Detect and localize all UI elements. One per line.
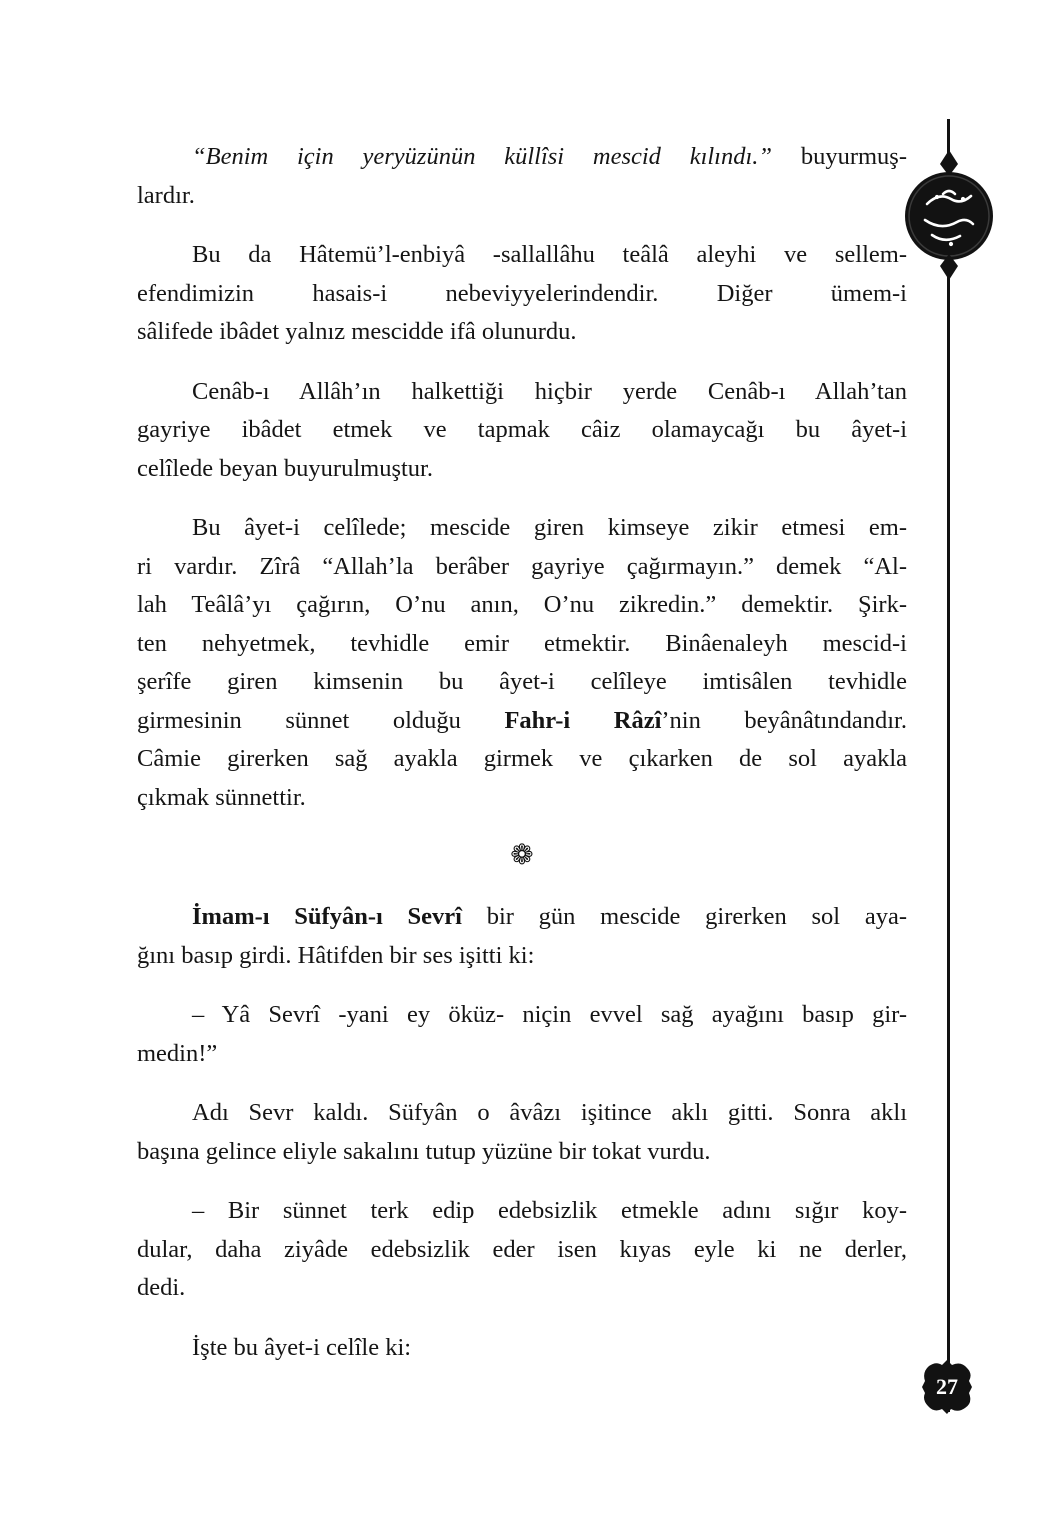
- paragraph: [137, 373, 907, 489]
- text-run: Adı Sevr kaldı. Süfyân o âvâzı işitince aklı gitti. Sonra aklı: [192, 1099, 907, 1126]
- text-run: Bu âyet-i celîlede; mescide giren kimseye zikir etmesi em-: [192, 514, 907, 541]
- paragraph: [137, 1094, 907, 1171]
- emphasized-name: İmam-ı Süfyân-ı Sevrî: [192, 903, 462, 930]
- text-line: [137, 937, 907, 976]
- text-run: medin!”: [137, 1039, 218, 1067]
- text-line: [137, 373, 907, 412]
- text-run: Cenâb-ı Allâh’ın halkettiği hiçbir yerde Cenâb-ı Allah’tan: [192, 377, 907, 405]
- text-run: çıkmak sünnettir.: [137, 783, 306, 811]
- paragraph: [137, 509, 907, 817]
- text-line: [137, 740, 907, 779]
- right-vertical-rule: [947, 119, 950, 1412]
- text-line: [137, 1094, 907, 1133]
- text-run: sâlifede ibâdet yalnız mescidde ifâ olunurdu.: [137, 318, 577, 345]
- text-line: [137, 548, 907, 587]
- text-line: [137, 236, 907, 275]
- calligraphy-medallion: [899, 150, 999, 280]
- emphasized-name: Fahr-i Râzî: [504, 706, 662, 734]
- text-run: ten nehyetmek, tevhidle emir etmektir. Binâenaleyh mescid-i: [137, 629, 907, 657]
- text-line: [137, 898, 907, 937]
- paragraph: [137, 1329, 907, 1368]
- text-run: ri vardır. Zîrâ “Allah’la berâber gayriye çağırmayın.” demek “Al-: [137, 552, 907, 580]
- paragraph: [137, 898, 907, 975]
- text-run: Câmie girerken sağ ayakla girmek ve çıkarken de sol ayakla: [137, 745, 907, 772]
- text-run: celîlede beyan buyurulmuştur.: [137, 454, 433, 482]
- text-line: [137, 275, 907, 314]
- text-line: [137, 509, 907, 548]
- text-run: buyurmuş-: [772, 143, 907, 170]
- text-run: Bu da Hâtemü’l-enbiyâ -sallallâhu teâlâ aleyhi ve sellem-: [192, 241, 907, 268]
- text-line: [137, 450, 907, 489]
- paragraph: [137, 236, 907, 352]
- paragraph: [137, 996, 907, 1073]
- calligraphy-medallion-graphic: [899, 150, 999, 280]
- text-line: [137, 663, 907, 702]
- text-line: [137, 1192, 907, 1231]
- text-line: [137, 1231, 907, 1270]
- text-line: [137, 411, 907, 450]
- text-run: lardır.: [137, 181, 195, 209]
- text-line: [137, 1035, 907, 1074]
- text-line: [137, 625, 907, 664]
- text-line: [137, 1329, 907, 1368]
- text-run: efendimizin hasais-i nebeviyyelerindendir. Diğer ümem-i: [137, 279, 907, 307]
- text-run: şerîfe giren kimsenin bu âyet-i celîleye imtisâlen tevhidle: [137, 668, 907, 695]
- text-run: gayriye ibâdet etmek ve tapmak câiz olamaycağı bu âyet-i: [137, 416, 907, 443]
- text-line: [137, 177, 907, 216]
- paragraph: [137, 1192, 907, 1308]
- page-number: 27: [936, 1374, 958, 1399]
- text-line: [137, 138, 907, 177]
- paragraph: [137, 138, 907, 215]
- page-number-badge: [921, 1359, 973, 1415]
- text-run: dular, daha ziyâde edebsizlik eder isen kıyas eyle ki ne derler,: [137, 1235, 907, 1263]
- page-text: [137, 138, 907, 1388]
- text-line: [137, 586, 907, 625]
- text-run: lah Teâlâ’yı çağırın, O’nu anın, O’nu zikredin.” demektir. Şirk-: [137, 591, 907, 618]
- text-run: başına gelince eliyle sakalını tutup yüzüne bir tokat vurdu.: [137, 1137, 711, 1165]
- text-run: İşte bu âyet-i celîle ki:: [192, 1333, 412, 1361]
- text-run: bir gün mescide girerken sol aya-: [461, 903, 908, 930]
- section-divider-ornament: ❁: [510, 838, 534, 871]
- text-line: [137, 996, 907, 1035]
- text-run: dedi.: [137, 1274, 186, 1301]
- text-run: – Bir sünnet terk edip edebsizlik etmekle adını sığır koy-: [192, 1197, 907, 1224]
- text-run: – Yâ Sevrî -yani ey öküz- niçin evvel sağ ayağını basıp gir-: [192, 1001, 907, 1028]
- text-run: ğını basıp girdi. Hâtifden bir ses işitti ki:: [137, 941, 535, 969]
- quoted-hadith: “Benim için yeryüzünün küllîsi mescid kılındı.”: [192, 143, 773, 170]
- text-line: [137, 702, 907, 741]
- text-line: [137, 313, 907, 352]
- text-line: [137, 779, 907, 818]
- text-run: girmesinin sünnet olduğu: [137, 706, 505, 734]
- text-line: [137, 1133, 907, 1172]
- text-run: ’nin beyânâtındandır.: [661, 706, 907, 734]
- text-line: [137, 1269, 907, 1308]
